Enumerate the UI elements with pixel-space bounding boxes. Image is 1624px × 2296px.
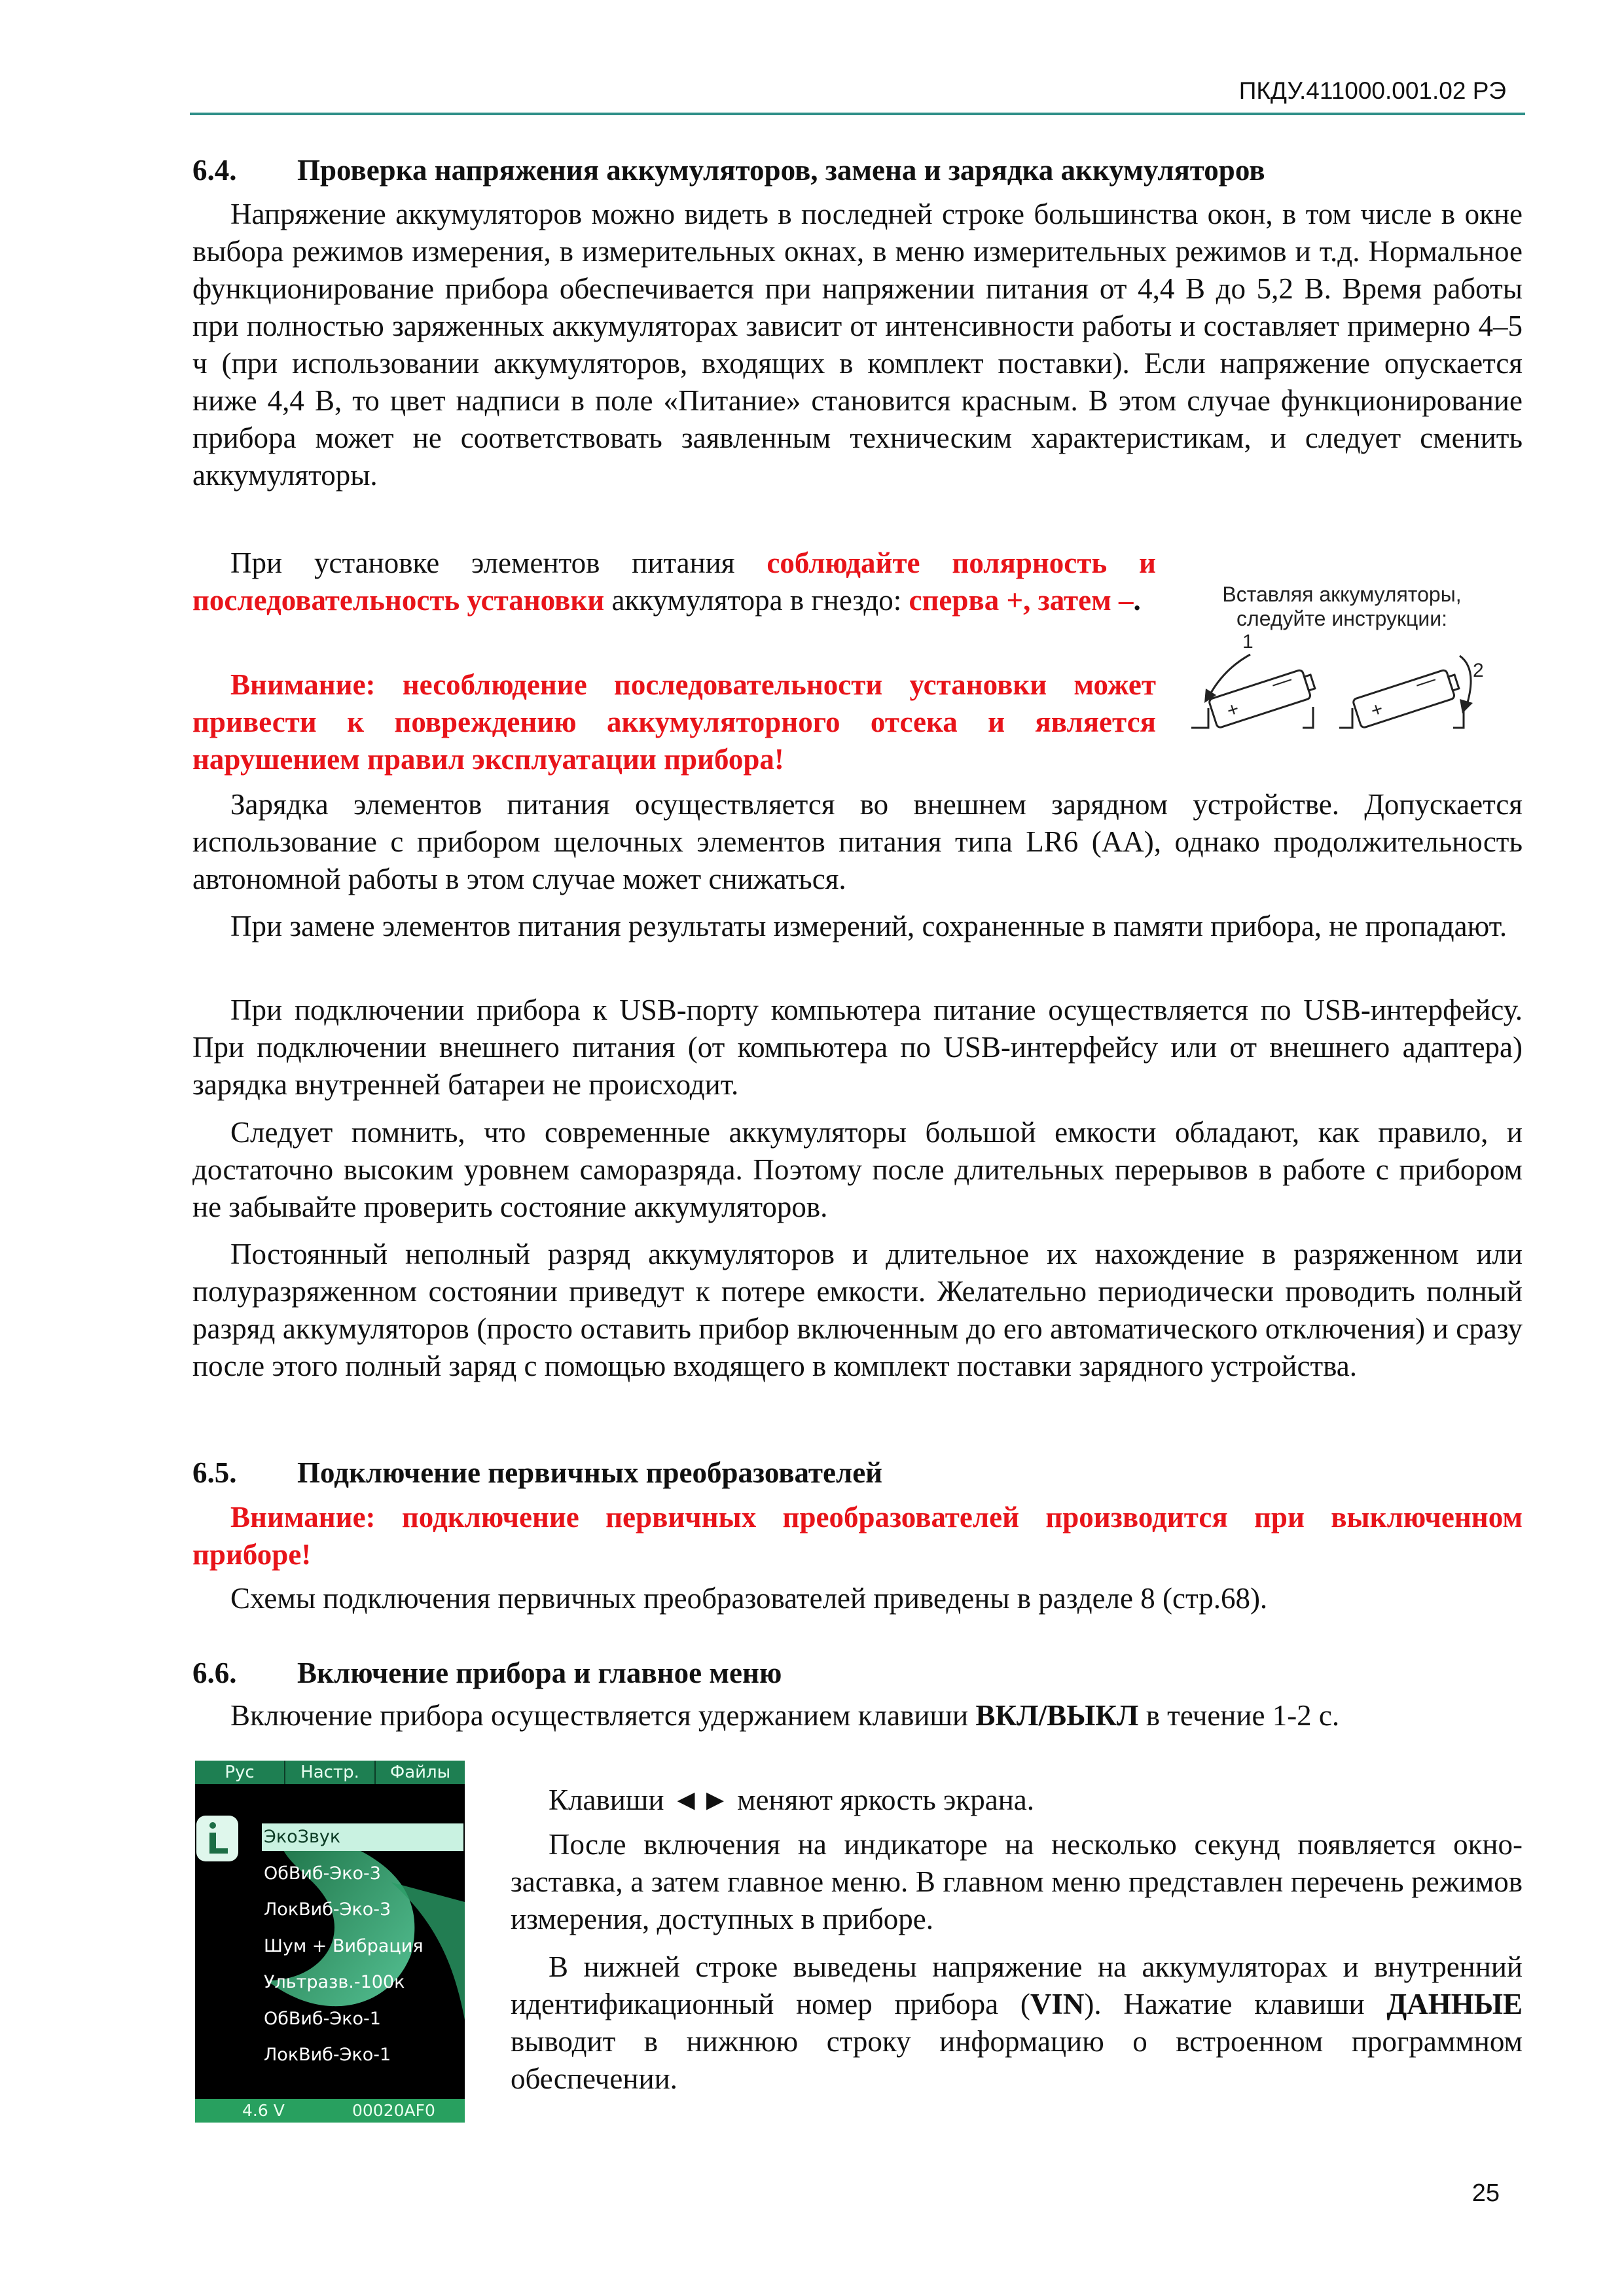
battery-cell-1 xyxy=(1208,668,1317,728)
warning-connect-sensors: Внимание: подключение первичных преобразователей производится при выключенном приборе! xyxy=(192,1501,1523,1571)
section-title: Включение прибора и главное меню xyxy=(297,1657,782,1689)
warning-install-order: Внимание: несоблюдение последовательности установки может привести к повреждению аккумуляторного отсека и является нарушением правил эксплуатации прибора! xyxy=(192,668,1156,776)
section-6-6-heading xyxy=(192,1655,782,1692)
app-logo-icon xyxy=(196,1816,238,1861)
menu-item-ultrasound: Ультразв.-100к xyxy=(264,1972,405,1992)
paragraph-charging: Зарядка элементов питания осуществляется во внешнем зарядном устройстве. Допускается использование с прибором щелочных элементов питания типа LR6 (AA), однако продолжительность автономной работы в этом случае может снижаться. xyxy=(192,788,1523,895)
menu-item-lokvib-eko-1: ЛокВиб-Эко-1 xyxy=(264,2045,391,2065)
menu-item-lokvib-eko-3: ЛокВиб-Эко-3 xyxy=(264,1899,391,1920)
svg-text:+: + xyxy=(1224,698,1242,723)
screen-tab-files: Файлы xyxy=(389,1763,451,1782)
paragraph-install-order: При установке элементов питания соблюдайте полярность и последовательность установки аккумулятора в гнездо: сперва +, затем –. xyxy=(192,547,1156,617)
device-vin: 00020AF0 xyxy=(352,2101,435,2120)
section-6-4-heading xyxy=(192,152,1265,189)
menu-item-obvib-eko-1: ОбВиб-Эко-1 xyxy=(264,2009,381,2029)
paragraph-self-discharge: Следует помнить, что современные аккумуляторы большой емкости обладают, как правило, и достаточно высоким уровнем саморазряда. Поэтому после длительных перерывов в работе с прибором не забывайте проверить состояние аккумуляторов. xyxy=(192,1116,1523,1223)
section-title: Подключение первичных преобразователей xyxy=(297,1456,883,1489)
battery-insert-diagram xyxy=(1185,630,1499,747)
menu-item-obvib-eko-3: ОбВиб-Эко-3 xyxy=(264,1863,381,1884)
battery-voltage: 4.6 V xyxy=(242,2101,285,2120)
svg-text:+: + xyxy=(1368,698,1386,723)
section-number: 6.5. xyxy=(192,1456,237,1489)
menu-item-ecozvuk: ЭкоЗвук xyxy=(264,1827,341,1847)
paragraph-usb-power: При подключении прибора к USB-порту компьютера питание осуществляется по USB-интерфейсу. При подключении внешнего питания (от компьютера по USB-интерфейсу или от внешнего адаптера) зарядка внутренней батареи не происходит. xyxy=(192,994,1523,1101)
screen-status-bar xyxy=(195,2099,465,2123)
section-number: 6.6. xyxy=(192,1657,237,1689)
menu-item-noise-vibration: Шум + Вибрация xyxy=(264,1936,424,1956)
page-number: 25 xyxy=(1471,2179,1500,2207)
paragraph-capacity-loss: Постоянный неполный разряд аккумуляторов и длительное их нахождение в разряженном или полуразряженном состоянии приведут к потере емкости. Желательно периодически проводить полный разряд аккумуляторов (просто оставить прибор включенным до его автоматического отключения) и сразу после этого полный заряд с помощью входящего в комплект поставки зарядного устройства. xyxy=(192,1238,1523,1382)
paragraph-brightness-keys: Клавиши ◄► меняют яркость экрана. xyxy=(549,1784,1035,1816)
screen-tab-language: Рус xyxy=(195,1761,285,1784)
step-2-arrow xyxy=(1460,656,1471,707)
step-2-label: 2 xyxy=(1473,660,1484,681)
section-6-5-heading xyxy=(192,1454,882,1492)
doc-code: ПКДУ.411000.001.02 РЭ xyxy=(1238,77,1506,104)
step-1-label: 1 xyxy=(1242,631,1254,653)
section-title: Проверка напряжения аккумуляторов, замена и зарядка аккумуляторов xyxy=(297,154,1265,187)
battery-cell-2 xyxy=(1352,668,1461,728)
figure-caption-line1: Вставляя аккумуляторы, xyxy=(1222,583,1462,606)
screen-tab-settings: Настр. xyxy=(285,1761,376,1784)
paragraph-status-line: В нижней строке выведены напряжение на аккумуляторах и внутренний идентификационный номер прибора (VIN). Нажатие клавиши ДАННЫЕ выводит в нижнюю строку информацию о встроенном программном обеспечении. xyxy=(511,1950,1523,2095)
screen-tabs xyxy=(195,1761,465,1784)
paragraph-connection-schemes: Схемы подключения первичных преобразователей приведены в разделе 8 (стр.68). xyxy=(230,1582,1268,1615)
section-number: 6.4. xyxy=(192,154,237,187)
paragraph-battery-voltage: Напряжение аккумуляторов можно видеть в последней строке большинства окон, в том числе в окне выбора режимов измерения, в измерительных окнах, в меню измерительных режимов и т.д. Нормальное функционирование прибора обеспечивается при напряжении питания от 4,4 В до 5,2 В. Время работы при полностью заряженных аккумуляторах зависит от интенсивности работы и составляет примерно 4–5 ч (при использовании аккумуляторов, входящих в комплект поставки). Если напряжение опускается ниже 4,4 В, то цвет надписи в поле «Питание» становится красным. В этом случае функционирование прибора может не соответствовать заявленным техническим характеристикам, и следует сменить аккумуляторы. xyxy=(192,198,1523,492)
paragraph-power-on: Включение прибора осуществляется удержанием клавиши ВКЛ/ВЫКЛ в течение 1-2 с. xyxy=(230,1699,1340,1732)
figure-caption-line2: следуйте инструкции: xyxy=(1236,607,1447,630)
battery-insert-figure xyxy=(1185,583,1499,746)
paragraph-splash-menu: После включения на индикаторе на несколько секунд появляется окно-заставка, а затем главное меню. В главном меню представлен перечень режимов измерения, доступных в приборе. xyxy=(511,1828,1523,1935)
paragraph-replacement: При замене элементов питания результаты измерений, сохраненные в памяти прибора, не пропадают. xyxy=(230,910,1507,942)
header-rule xyxy=(190,113,1525,115)
device-main-menu-screen xyxy=(195,1761,465,2123)
